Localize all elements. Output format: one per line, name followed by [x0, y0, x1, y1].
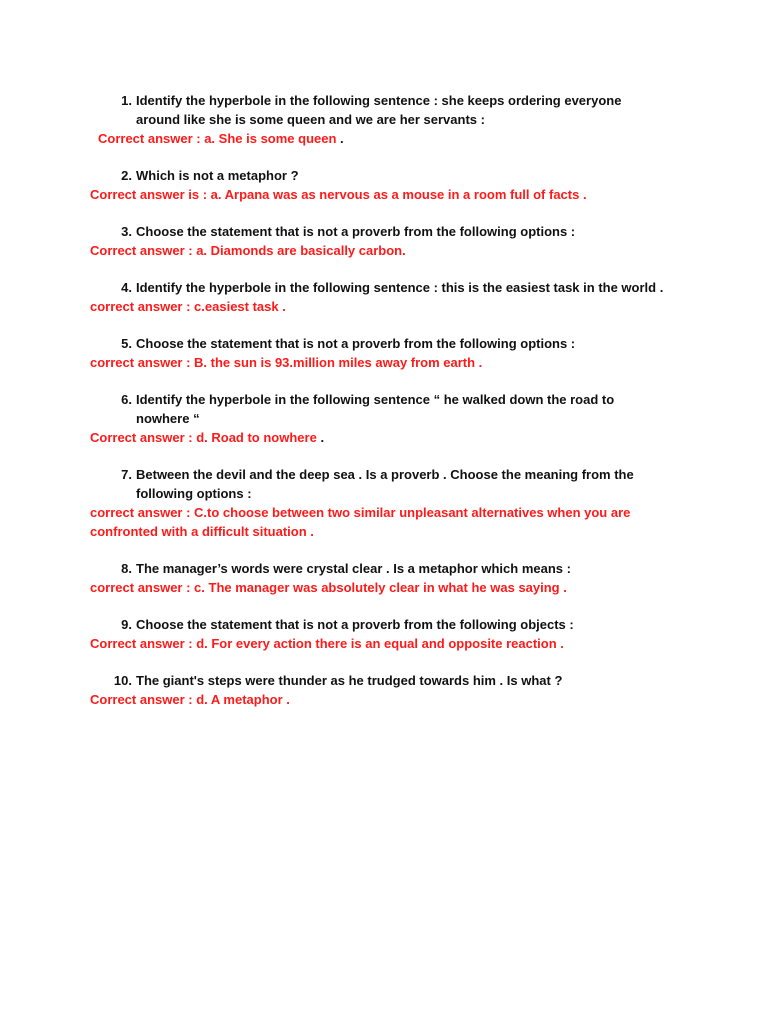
question-text: [121, 166, 668, 185]
question-body: Choose the statement that is not a proverb from the following options :: [136, 336, 576, 351]
answer-body: correct answer : C.to choose between two similar unpleasant alternatives when you are confronted with a difficult situation .: [90, 505, 631, 539]
answer-text: [90, 634, 680, 653]
question-body: Choose the statement that is not a proverb from the following objects :: [136, 617, 574, 632]
question-text: [113, 671, 668, 690]
question-number: 7.: [121, 467, 132, 482]
answer-body: Correct answer : a. She is some queen: [98, 131, 337, 146]
question-number: 1.: [121, 93, 132, 108]
answer-body: Correct answer : d. For every action there is an equal and opposite reaction .: [90, 636, 564, 651]
answer-body: Correct answer : d. A metaphor .: [90, 692, 290, 707]
answer-body: Correct answer : d. Road to nowhere: [90, 430, 317, 445]
qa-item-10: [0, 671, 768, 709]
answer-text: [90, 428, 680, 447]
question-body: Which is not a metaphor ?: [136, 168, 299, 183]
answer-body: Correct answer is : a. Arpana was as nervous as a mouse in a room full of facts .: [90, 187, 587, 202]
question-text: [121, 334, 668, 353]
answer-body: correct answer : c.easiest task .: [90, 299, 286, 314]
question-body: Identify the hyperbole in the following sentence : this is the easiest task in the world .: [136, 280, 664, 295]
qa-item-7: [0, 465, 768, 541]
question-number: 6.: [121, 392, 132, 407]
answer-text: [90, 185, 680, 204]
question-text: [121, 390, 668, 428]
question-text: [121, 559, 668, 578]
question-text: [121, 278, 668, 297]
question-text: [121, 615, 668, 634]
answer-text: [90, 503, 680, 541]
question-body: Choose the statement that is not a proverb from the following options :: [136, 224, 576, 239]
answer-text: [90, 690, 680, 709]
qa-item-6: [0, 390, 768, 447]
qa-item-8: [0, 559, 768, 597]
question-number: 5.: [121, 336, 132, 351]
answer-text: [90, 578, 680, 597]
qa-item-2: [0, 166, 768, 204]
qa-item-1: [0, 91, 768, 148]
question-number: 10.: [113, 673, 132, 688]
question-body: Identify the hyperbole in the following sentence : she keeps ordering everyone around like she is some queen and we are her servants :: [136, 93, 622, 127]
question-number: 4.: [121, 280, 132, 295]
question-text: [121, 465, 668, 503]
question-body: Identify the hyperbole in the following sentence “ he walked down the road to nowhere “: [136, 392, 615, 426]
qa-item-4: [0, 278, 768, 316]
answer-text: [90, 353, 680, 372]
qa-item-5: [0, 334, 768, 372]
answer-body: Correct answer : a. Diamonds are basically carbon.: [90, 243, 406, 258]
question-body: The manager’s words were crystal clear . Is a metaphor which means :: [136, 561, 571, 576]
question-text: [121, 91, 668, 129]
question-number: 2.: [121, 168, 132, 183]
answer-tail: .: [316, 430, 325, 445]
answer-body: correct answer : c. The manager was absolutely clear in what he was saying .: [90, 580, 567, 595]
question-text: [121, 222, 668, 241]
question-body: The giant's steps were thunder as he trudged towards him . Is what ?: [136, 673, 563, 688]
question-number: 3.: [121, 224, 132, 239]
question-number: 8.: [121, 561, 132, 576]
answer-text: [90, 241, 680, 260]
answer-text: [98, 129, 688, 148]
answer-body: correct answer : B. the sun is 93.million miles away from earth .: [90, 355, 483, 370]
qa-item-3: [0, 222, 768, 260]
question-body: Between the devil and the deep sea . Is a proverb . Choose the meaning from the following options :: [136, 467, 634, 501]
question-number: 9.: [121, 617, 132, 632]
answer-text: [90, 297, 680, 316]
qa-item-9: [0, 615, 768, 653]
question-list: [0, 91, 768, 727]
answer-tail: .: [336, 131, 344, 146]
